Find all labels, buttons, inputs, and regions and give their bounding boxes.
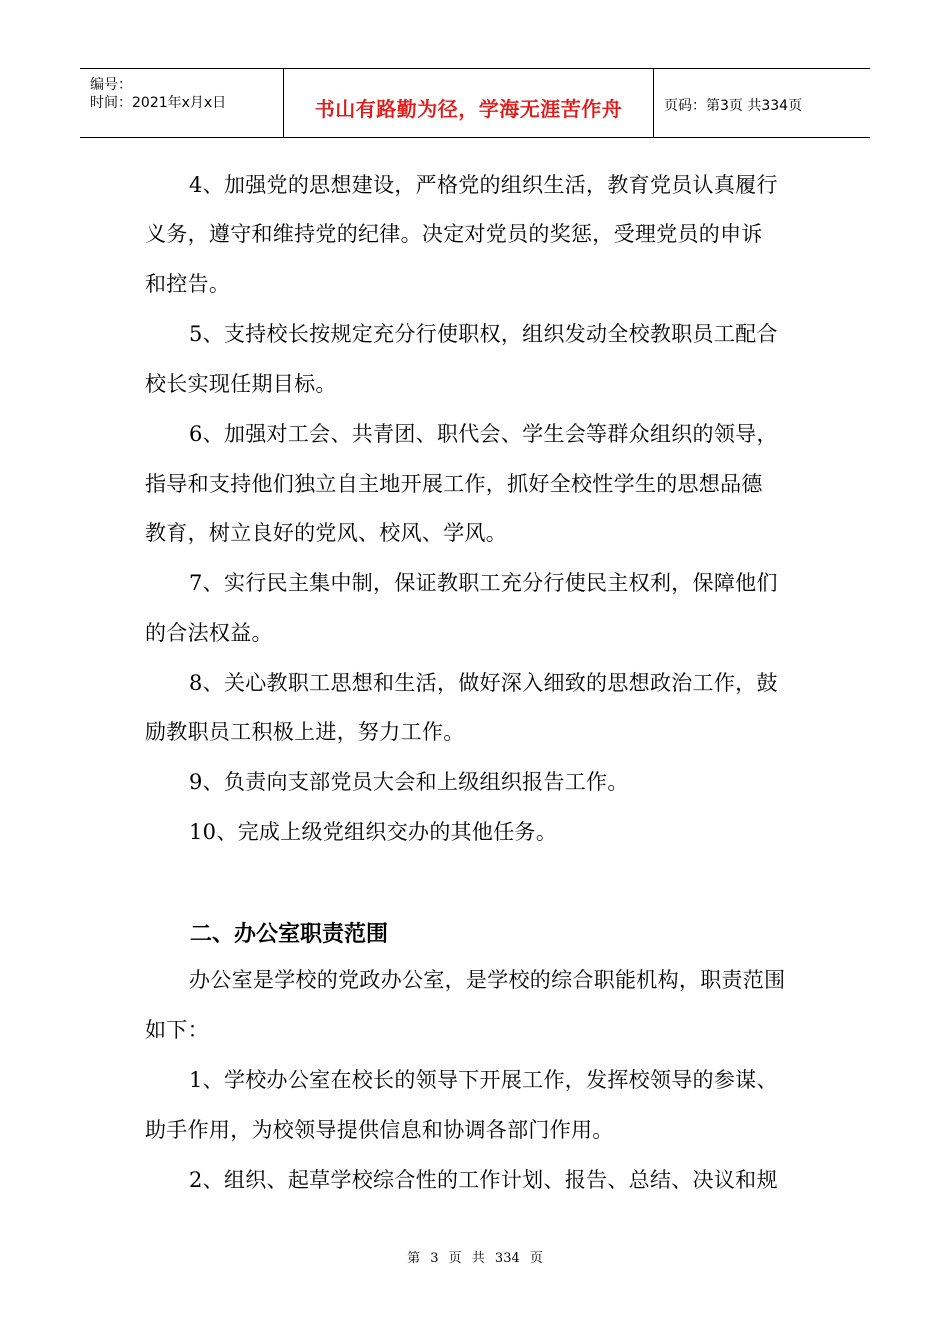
- paragraph-line: 义务，遵守和维持党的纪律。决定对党员的奖惩，受理党员的申诉: [145, 222, 763, 246]
- paragraph-line: 6、加强对工会、共青团、职代会、学生会等群众组织的领导，: [189, 422, 778, 446]
- header-left-cell: [80, 69, 283, 137]
- paragraph-line: 如下：: [145, 1018, 209, 1042]
- paragraph-line: 5、支持校长按规定充分行使职权，组织发动全校教职员工配合: [189, 322, 778, 346]
- paragraph-line: 7、实行民主集中制，保证教职工充分行使民主权利，保障他们: [189, 571, 778, 595]
- paragraph-line: 教育，树立良好的党风、校风、学风。: [145, 521, 508, 545]
- page-footer: 第 3 页 共 334 页: [407, 1251, 543, 1266]
- paragraph-line: 1、学校办公室在校长的领导下开展工作，发挥校领导的参谋、: [189, 1068, 778, 1092]
- document-header: [80, 68, 870, 138]
- page-info: 页码：第3页 共334页: [664, 98, 803, 114]
- header-right-cell: [654, 69, 870, 137]
- paragraph-line: 的合法权益。: [145, 621, 273, 645]
- paragraph-line: 指导和支持他们独立自主地开展工作，抓好全校性学生的思想品德: [145, 472, 763, 496]
- paragraph-line: 办公室是学校的党政办公室，是学校的综合职能机构，职责范围: [189, 968, 786, 992]
- time-label: 时间：2021年x月x日: [90, 95, 227, 111]
- paragraph-line: 2、组织、起草学校综合性的工作计划、报告、总结、决议和规: [189, 1168, 778, 1192]
- section-heading: 二、办公室职责范围: [190, 922, 389, 947]
- paragraph-line: 励教职员工积极上进，努力工作。: [145, 720, 465, 744]
- paragraph-line: 8、关心教职工思想和生活，做好深入细致的思想政治工作，鼓: [189, 671, 778, 695]
- paragraph-line: 校长实现任期目标。: [145, 372, 337, 396]
- paragraph-line: 和控告。: [145, 272, 231, 296]
- paragraph-line: 9、负责向支部党员大会和上级组织报告工作。: [189, 770, 629, 794]
- paragraph-line: 10、完成上级党组织交办的其他任务。: [189, 820, 558, 844]
- number-label: 编号：: [90, 77, 132, 93]
- paragraph-line: 助手作用，为校领导提供信息和协调各部门作用。: [145, 1118, 614, 1142]
- paragraph-line: 4、加强党的思想建设，严格党的组织生活，教育党员认真履行: [189, 173, 778, 197]
- motto-text: 书山有路勤为径，学海无涯苦作舟: [314, 97, 623, 121]
- header-center-cell: [283, 69, 654, 137]
